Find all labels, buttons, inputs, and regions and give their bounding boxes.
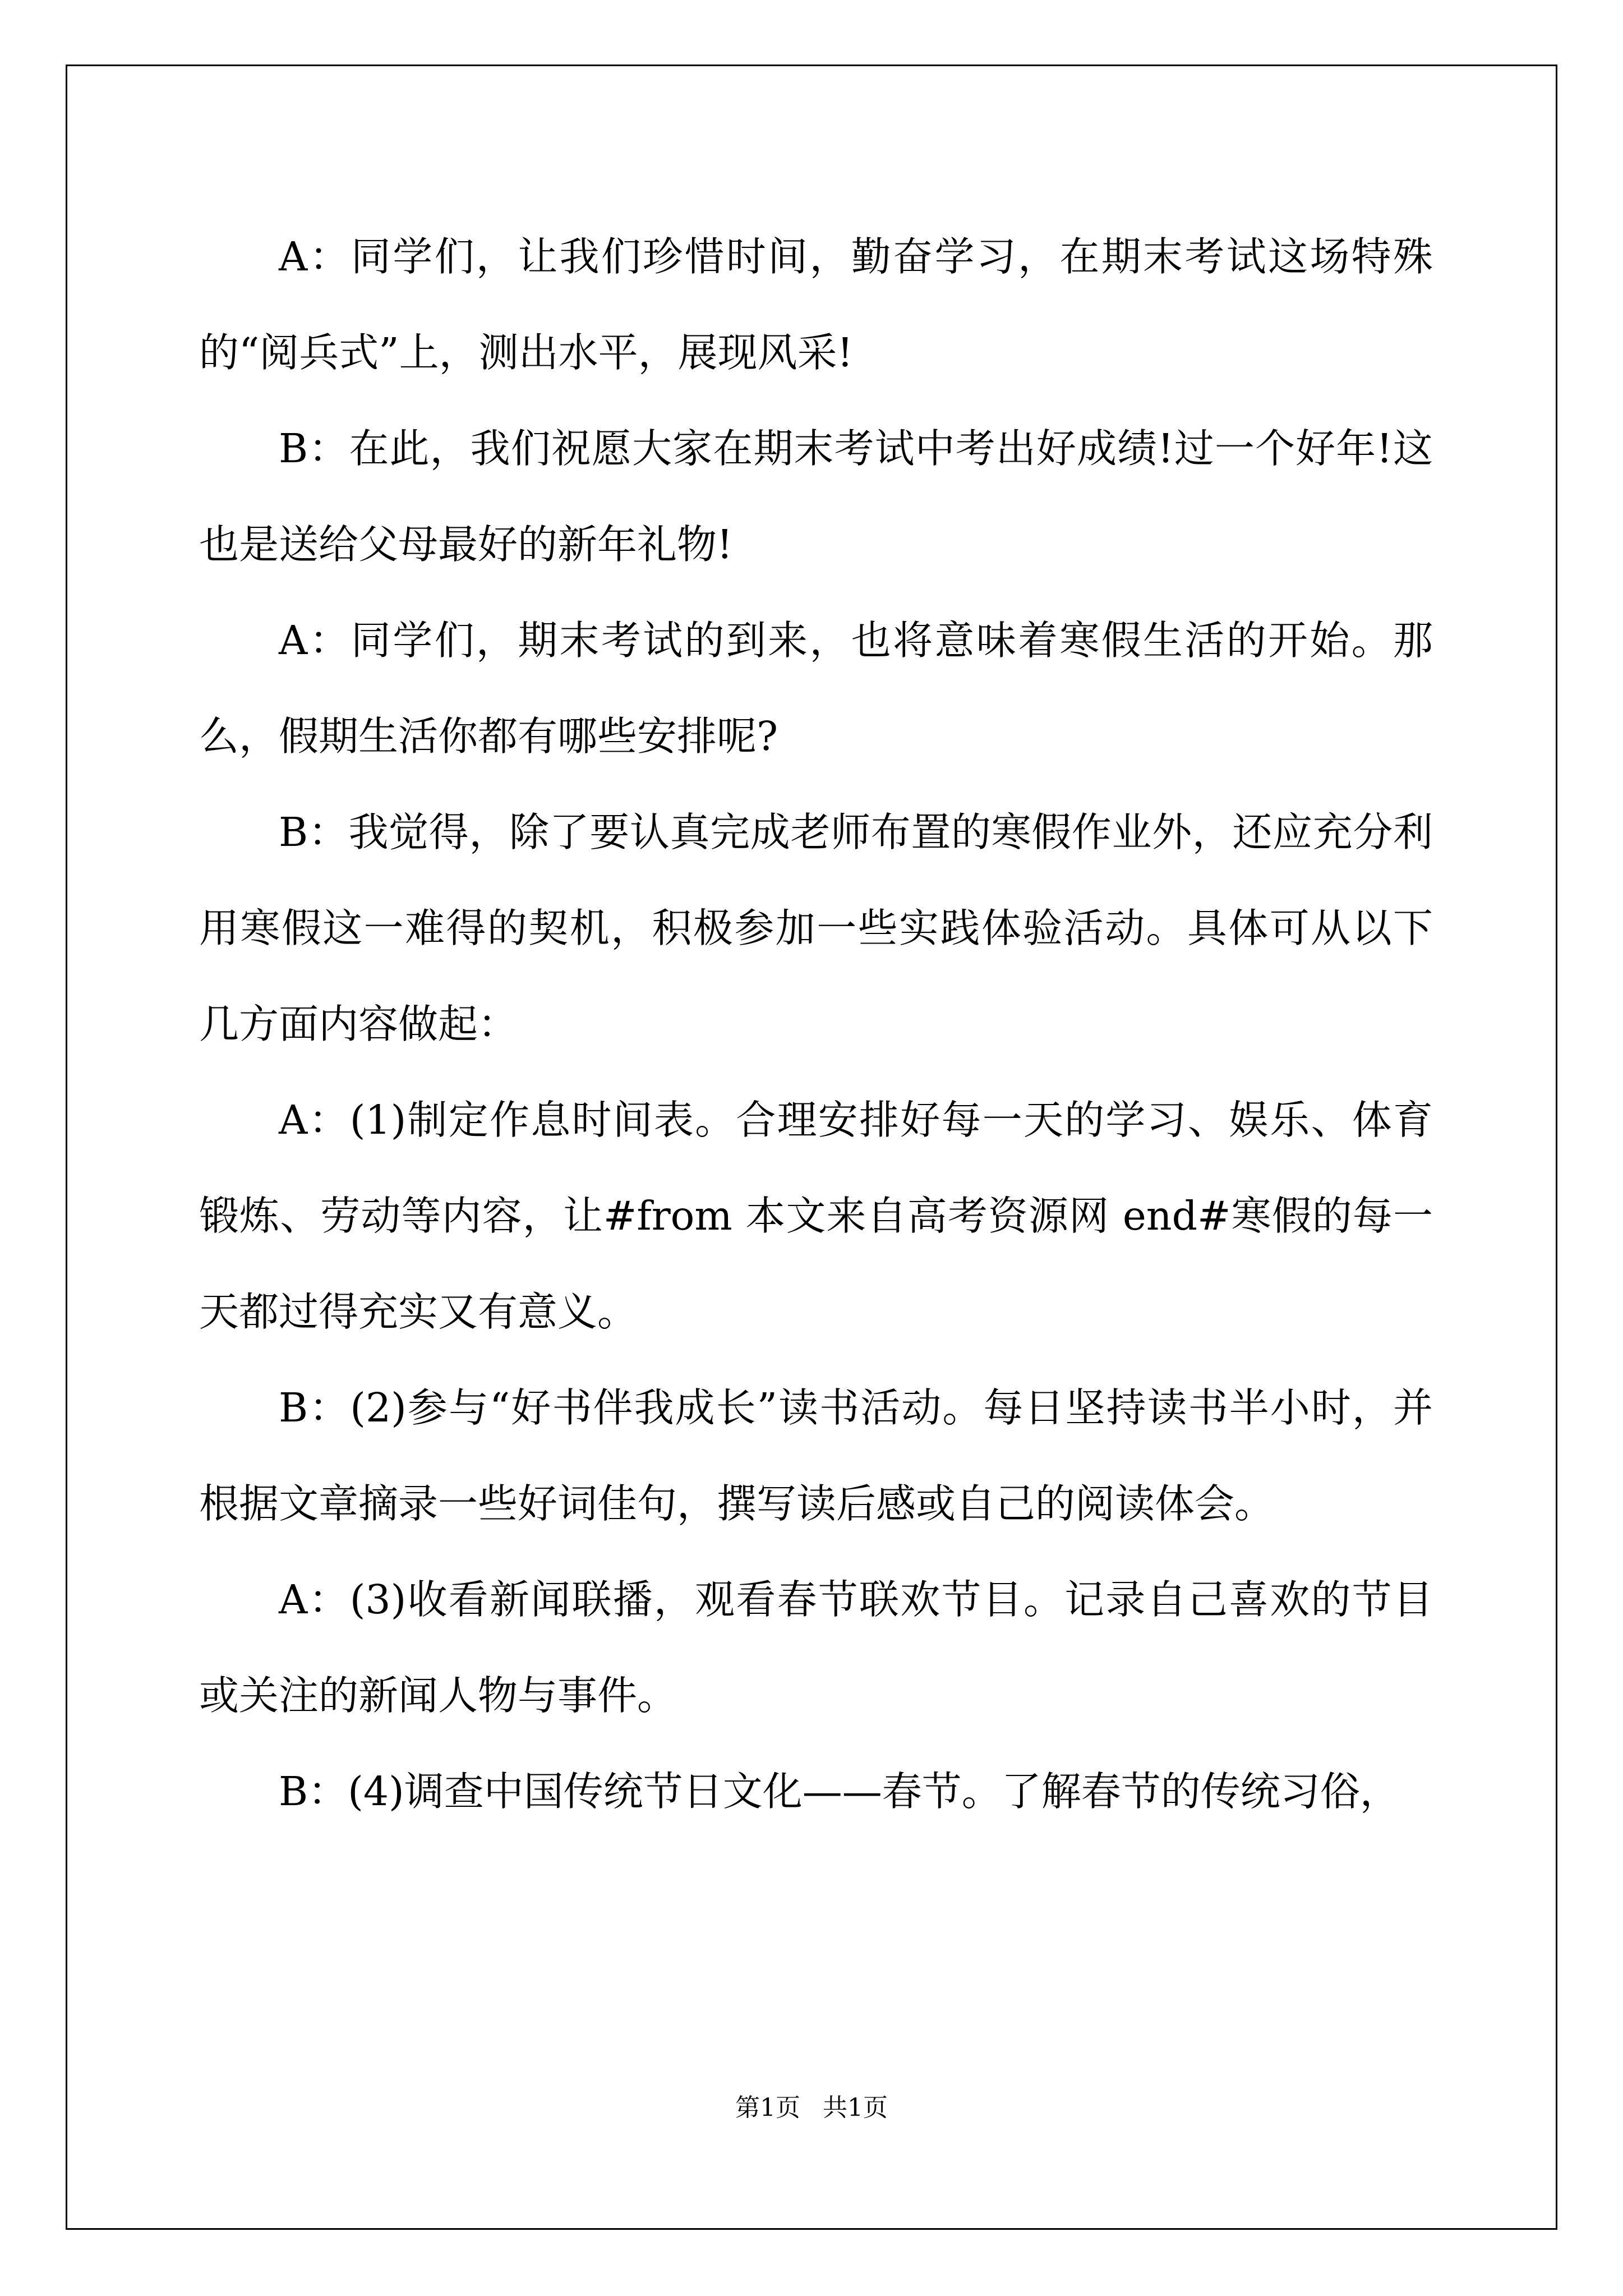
page-number-current: 第1页 (735, 2093, 800, 2122)
page-number-total: 共1页 (823, 2093, 888, 2122)
paragraph: B：(2)参与“好书伴我成长”读书活动。每日坚持读书半小时，并根据文章摘录一些好词佳句，撰写读后感或自己的阅读体会。 (199, 1384, 1433, 1527)
paragraph: A：(3)收看新闻联播，观看春节联欢节目。记录自己喜欢的节目或关注的新闻人物与事件。 (199, 1576, 1433, 1719)
page-footer (0, 2091, 1623, 2125)
paragraph: B：我觉得，除了要认真完成老师布置的寒假作业外，还应充分利用寒假这一难得的契机，积极参加一些实践体验活动。具体可从以下几方面内容做起： (199, 809, 1433, 1047)
document-body (199, 209, 1433, 1839)
paragraph: B：(4)调查中国传统节日文化——春节。了解春节的传统习俗， (279, 1768, 1400, 1815)
paragraph: B：在此，我们祝愿大家在期末考试中考出好成绩!过一个好年!这也是送给父母最好的新年礼物! (199, 425, 1433, 568)
paragraph: A：同学们，期末考试的到来，也将意味着寒假生活的开始。那么，假期生活你都有哪些安排呢? (199, 617, 1433, 760)
paragraph: A：(1)制定作息时间表。合理安排好每一天的学习、娱乐、体育锻炼、劳动等内容，让#from 本文来自高考资源网 end#寒假的每一天都过得充实又有意义。 (199, 1097, 1433, 1335)
paragraph: A：同学们，让我们珍惜时间，勤奋学习，在期末考试这场特殊的“阅兵式”上，测出水平，展现风采! (199, 233, 1433, 376)
